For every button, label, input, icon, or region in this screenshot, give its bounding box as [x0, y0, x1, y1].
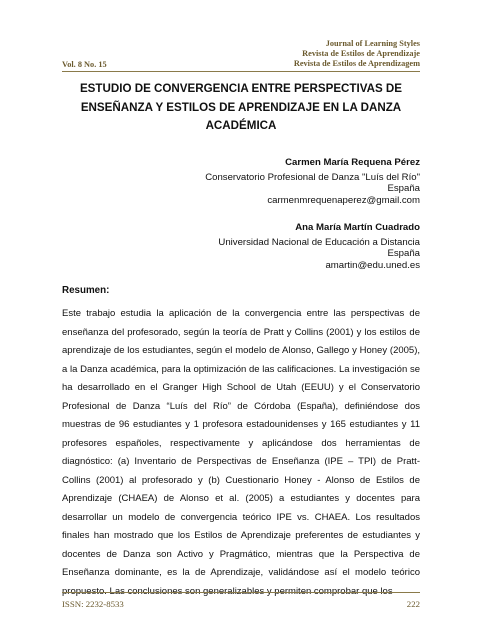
- footer-rule: [62, 592, 420, 593]
- author-block-1: [120, 157, 420, 206]
- page-number: 222: [406, 599, 420, 609]
- journal-name: Journal of Learning Styles: [325, 39, 420, 48]
- abstract-heading: Resumen:: [62, 285, 110, 296]
- journal-header: [180, 39, 420, 70]
- author-block-2: [120, 222, 420, 271]
- abstract-body: Este trabajo estudia la aplicación de la convergencia entre las perspectivas de enseñanza del profesorado, según la teoría de Pratt y Collins (2001) y los estilos de aprendizaje de los estudiantes, según el modelo de Alonso, Gallego y Honey (2005), a la Danza académica, para la optimización de las calificaciones. La investigación se ha desarrollado en el Granger High School de Utah (EEUU) y el Conservatorio Profesional de Danza “Luís del Río” de Córdoba (España), definiéndose dos muestras de 96 estudiantes y 1 profesora estadounidenses y 165 estudiantes y 11 profesores españoles, respectivamente y aplicándose dos herramientas de diagnóstico: (a) Inventario de Perspectivas de Enseñanza (IPE – TPI) de Pratt-Collins (2001) al profesorado y (b) Cuestionario Honey - Alonso de Estilos de Aprendizaje (CHAEA) de Alonso et al. (2005) a estudiantes y docentes para desarrollar un modelo de convergencia teórico IPE vs. CHAEA. Los resultados finales han mostrado que los Estilos de Aprendizaje preferentes de estudiantes y docentes de Danza son Activo y Pragmático, mientras que la Perspectiva de Enseñanza dominante, es la de Aprendizaje, validándose así el modelo teórico propuesto. Las conclusiones son generalizables y permiten comprobar que los: [62, 308, 420, 597]
- journal-name-pt: Revista de Estilos de Aprendizagem: [293, 59, 420, 69]
- header-rule: [62, 71, 420, 72]
- author-email: carmenmrequenaperez@gmail.com: [267, 194, 420, 206]
- author-institution: Universidad Nacional de Educación a Distancia: [218, 236, 420, 248]
- author-name: Ana María Martín Cuadrado: [295, 222, 420, 233]
- author-email: amartin@edu.uned.es: [325, 259, 420, 271]
- journal-name-es: Revista de Estilos de Aprendizaje: [302, 49, 420, 59]
- author-country: España: [387, 183, 420, 195]
- author-country: España: [387, 248, 420, 260]
- volume-label: Vol. 8 No. 15: [62, 59, 107, 69]
- issn-label: ISSN: 2232-8533: [62, 599, 124, 609]
- article-title: ESTUDIO DE CONVERGENCIA ENTRE PERSPECTIVAS DE ENSEÑANZA Y ESTILOS DE APRENDIZAJE EN LA DANZA ACADÉMICA: [79, 82, 403, 132]
- author-name: Carmen María Requena Pérez: [285, 157, 420, 168]
- author-institution: Conservatorio Profesional de Danza "Luís del Río": [205, 171, 420, 183]
